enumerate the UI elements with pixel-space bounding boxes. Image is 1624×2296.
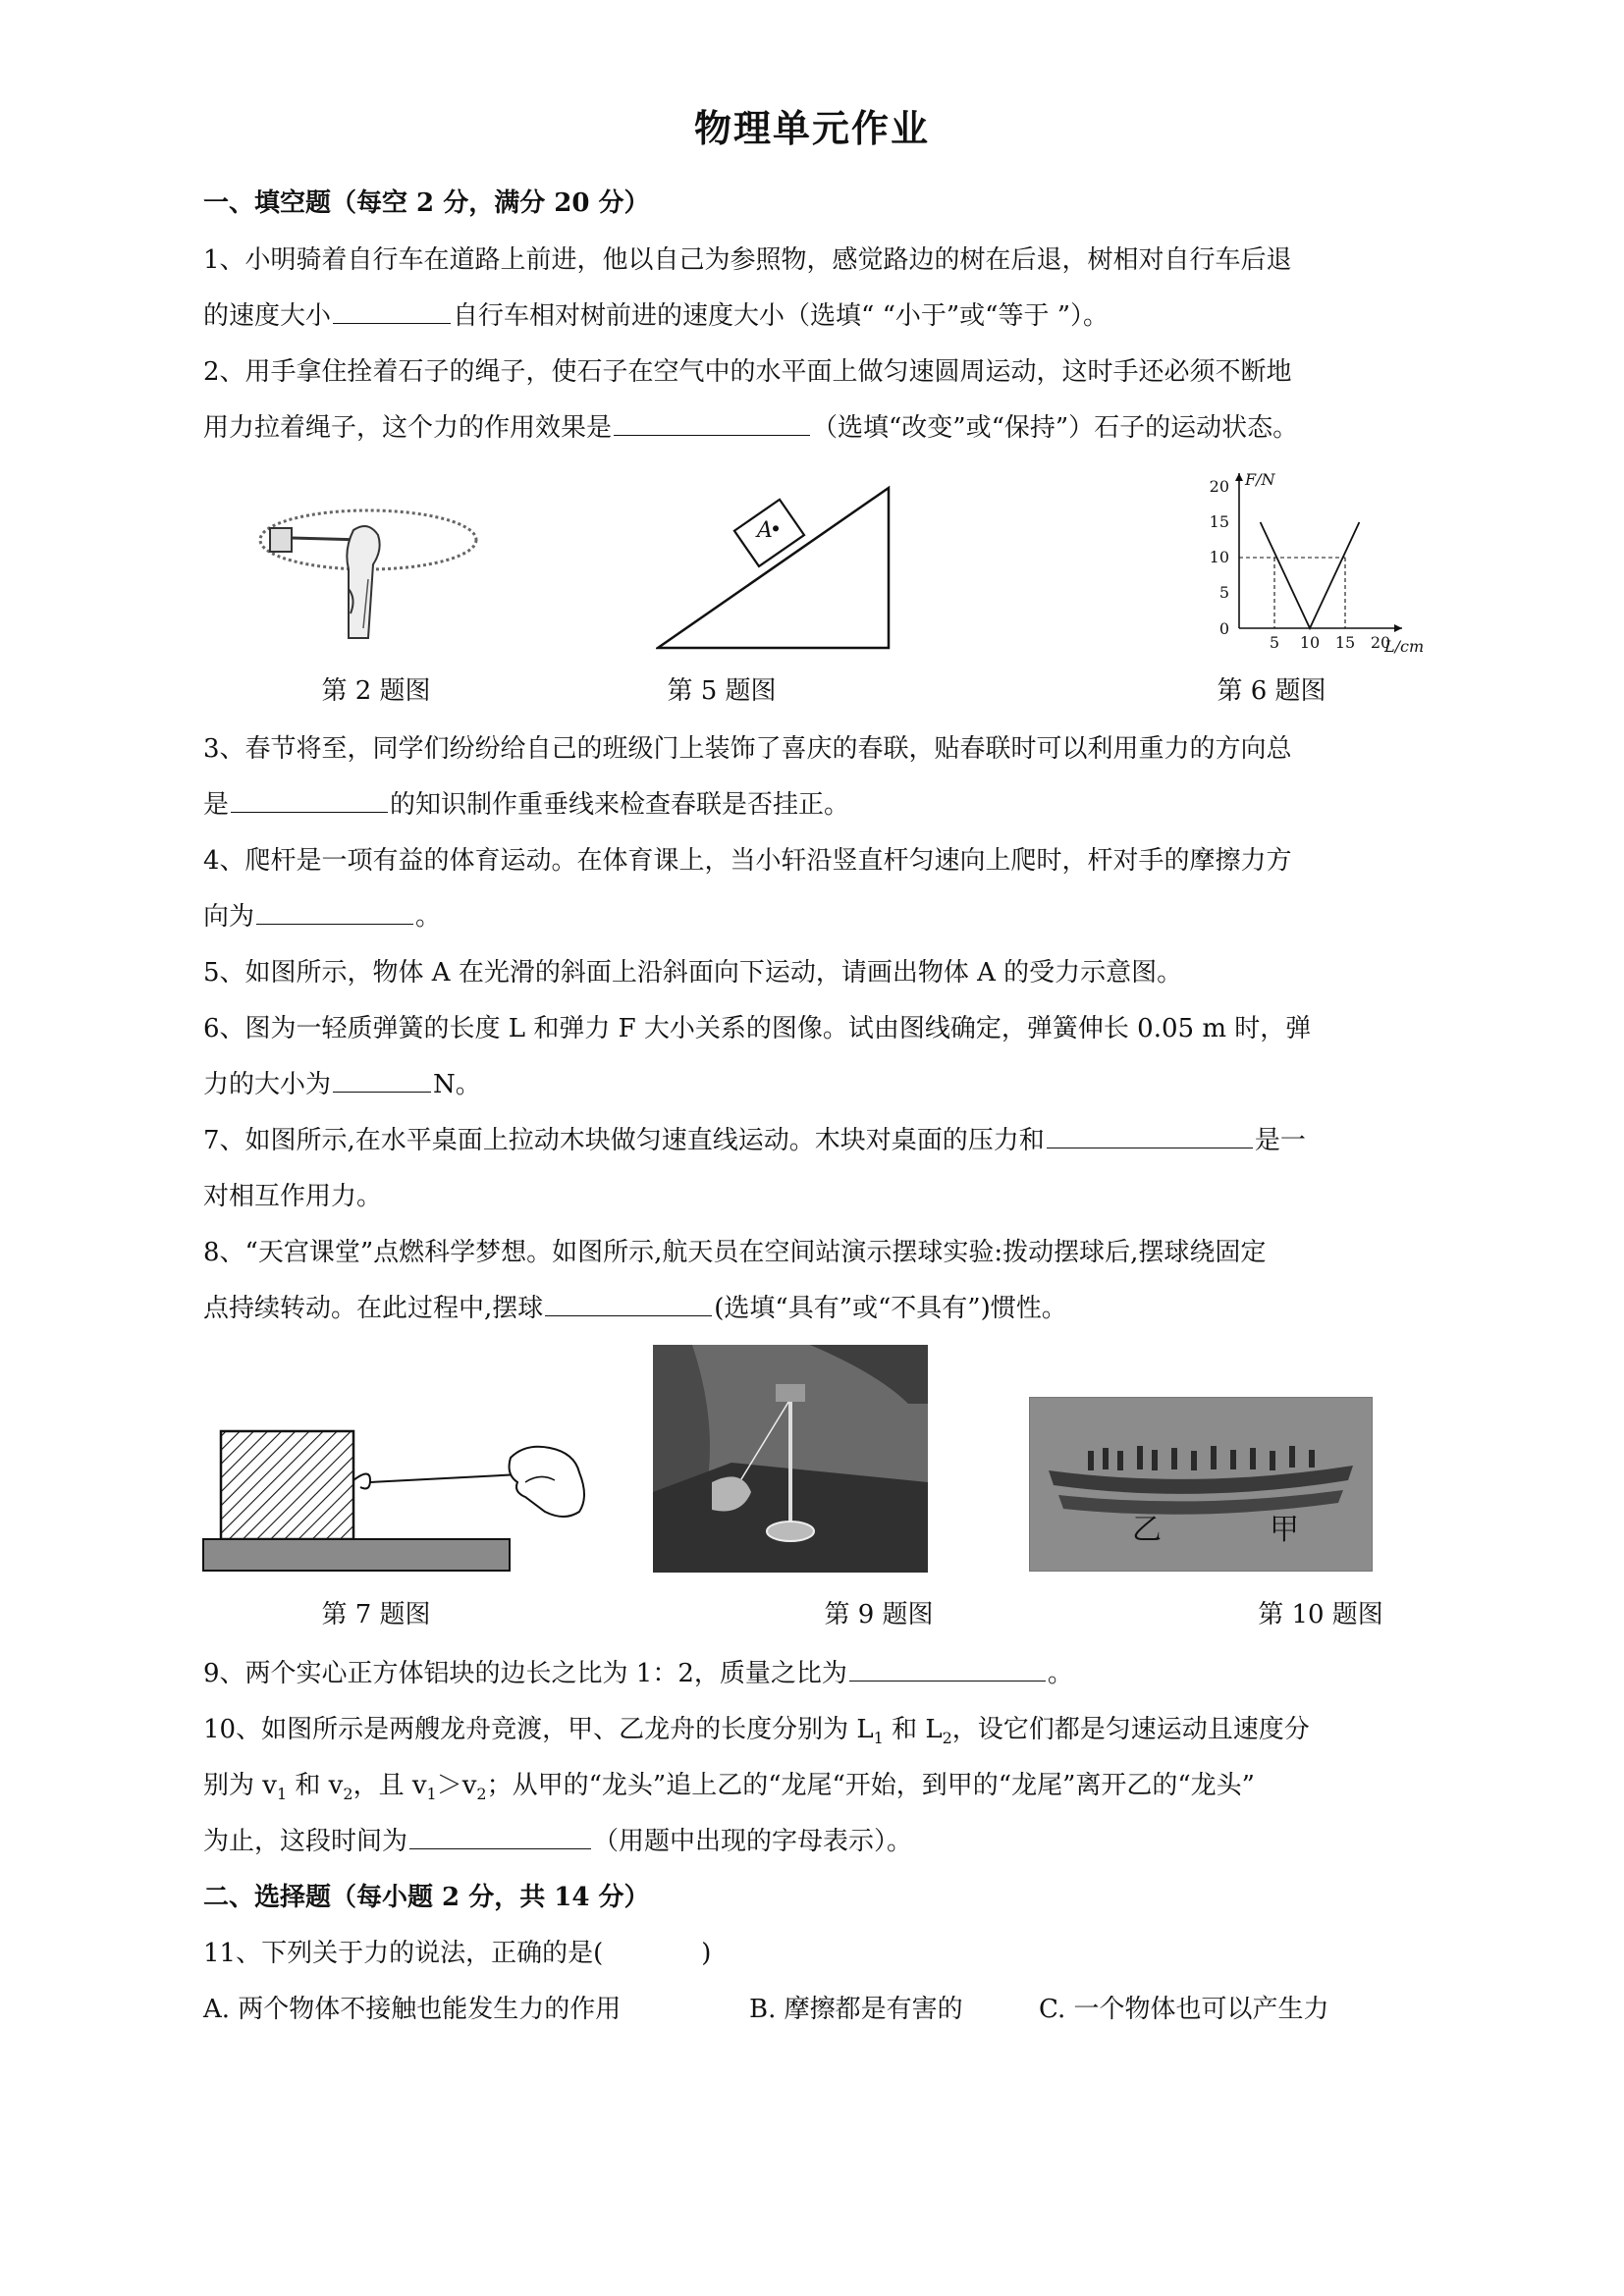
question-6-line-2: [203, 1064, 481, 1100]
x-axis-arrow-icon: [1394, 624, 1402, 632]
y-axis-label: F/N: [1245, 470, 1275, 489]
subscript-2: 2: [942, 1729, 952, 1748]
question-4-text-b: 。: [415, 902, 442, 932]
question-1-text-a: 的速度大小: [203, 301, 332, 331]
question-8-line-2: [203, 1288, 1067, 1324]
question-3-text-a: 是: [203, 790, 230, 820]
question-10-line-1: [203, 1709, 1310, 1747]
question-8-text-a: 点持续转动。在此过程中,摆球: [203, 1294, 544, 1323]
option-b[interactable]: B. 摩擦都是有害的: [749, 1995, 963, 2024]
subscript-1: 1: [873, 1729, 884, 1748]
question-1-line-1: 1、小明骑着自行车在道路上前进，他以自己为参照物，感觉路边的树在后退，树相对自行车后退: [203, 245, 1292, 275]
question-1-blank[interactable]: [333, 299, 451, 324]
question-10-text-a: 10、如图所示是两艘龙舟竞渡，甲、乙龙舟的长度分别为 L: [203, 1715, 874, 1744]
y-tick-label: 15: [1209, 512, 1229, 531]
question-10-text-c: ，设它们都是匀速运动且速度分: [951, 1715, 1310, 1744]
question-6-line-1: 6、图为一轻质弹簧的长度 L 和弹力 F 大小关系的图像。试由图线确定，弹簧伸长 0.05 m 时，弹: [203, 1014, 1312, 1043]
question-1-line-2: [203, 295, 1109, 332]
wooden-block: [221, 1431, 353, 1539]
question-2-text-a: 用力拉着绳子，这个力的作用效果是: [203, 413, 613, 443]
question-10-text-d: 别为 v: [203, 1771, 277, 1800]
section-fill-in-heading: 一、填空题（每空 2 分，满分 20 分）: [203, 188, 650, 218]
subscript-6: 2: [476, 1785, 487, 1804]
question-7-line-2: 对相互作用力。: [203, 1182, 383, 1211]
series-line: [1261, 522, 1360, 628]
question-10-text-g: ＞v: [436, 1771, 477, 1800]
question-10-text-j: （用题中出现的字母表示）。: [593, 1827, 913, 1856]
question-2-line-2: [203, 407, 1298, 444]
question-7-text-b: 是一: [1254, 1126, 1306, 1155]
question-4-text-a: 向为: [203, 902, 255, 932]
question-7-line-1: [203, 1120, 1306, 1156]
y-tick-label: 10: [1209, 548, 1229, 566]
caption-figure-10: 第 10 题图: [1258, 1600, 1383, 1629]
boat-jia-label: 甲: [1270, 1513, 1299, 1547]
question-2-blank[interactable]: [614, 411, 810, 436]
page-title: 物理单元作业: [693, 106, 930, 150]
option-a[interactable]: A. 两个物体不接触也能发生力的作用: [203, 1995, 622, 2024]
caption-figure-9: 第 9 题图: [824, 1600, 934, 1629]
subscript-4: 2: [343, 1785, 353, 1804]
question-10-blank[interactable]: [409, 1825, 591, 1849]
question-5-line-1: 5、如图所示，物体 A 在光滑的斜面上沿斜面向下运动，请画出物体 A 的受力示意图。: [203, 958, 1183, 988]
option-c[interactable]: C. 一个物体也可以产生力: [1039, 1995, 1329, 2024]
question-3-blank[interactable]: [231, 788, 388, 813]
y-tick-label: 20: [1209, 477, 1229, 496]
question-8-text-b: (选填“具有”或“不具有”)惯性。: [714, 1294, 1067, 1323]
boat-yi-label: 乙: [1132, 1513, 1162, 1547]
question-9-line-1: [203, 1653, 1073, 1689]
question-8-line-1: 8、“天宫课堂”点燃科学梦想。如图所示,航天员在空间站演示摆球实验:拨动摆球后,摆球绕固定: [203, 1238, 1267, 1267]
question-3-text-b: 的知识制作重垂线来检查春联是否挂正。: [390, 790, 850, 820]
question-3-line-2: [203, 784, 849, 821]
question-10-text-h: ；从甲的“龙头”追上乙的“龙尾“开始，到甲的“龙尾”离开乙的“龙头”: [486, 1771, 1255, 1800]
graph-area: [1210, 470, 1425, 656]
question-2-line-1: 2、用手拿住拴着石子的绳子，使石子在空气中的水平面上做匀速圆周运动，这时手还必须不断地: [203, 357, 1292, 387]
question-10-text-b: 和 L: [883, 1715, 943, 1744]
x-tick-label: 15: [1334, 633, 1356, 652]
figure-7-block-table: [201, 1414, 594, 1575]
question-10-line-2: [203, 1765, 1255, 1803]
caption-figure-6: 第 6 题图: [1217, 676, 1326, 706]
origin-label: 0: [1218, 619, 1229, 638]
question-3-line-1: 3、春节将至，同学们纷纷给自己的班级门上装饰了喜庆的春联，贴春联时可以利用重力的方向总: [203, 734, 1292, 764]
question-9-blank[interactable]: [849, 1657, 1046, 1682]
question-11-stem: [203, 1933, 711, 1969]
block-a-label: A: [757, 518, 773, 543]
question-6-text-a: 力的大小为: [203, 1070, 332, 1099]
table-surface: [203, 1539, 510, 1571]
question-6-blank[interactable]: [333, 1068, 431, 1093]
question-7-text-a: 7、如图所示,在水平桌面上拉动木块做匀速直线运动。木块对桌面的压力和: [203, 1126, 1045, 1155]
section-choice-heading: 二、选择题（每小题 2 分，共 14 分）: [203, 1883, 650, 1912]
question-9-text-a: 9、两个实心正方体铝块的边长之比为 1：2，质量之比为: [203, 1659, 847, 1688]
caption-figure-2: 第 2 题图: [321, 676, 431, 706]
question-10-text-i: 为止，这段时间为: [203, 1827, 408, 1856]
figure-9-pendulum-photo: [653, 1345, 928, 1573]
caption-figure-7: 第 7 题图: [321, 1600, 431, 1629]
x-tick-label: 5: [1269, 633, 1280, 652]
question-1-text-b: 自行车相对树前进的速度大小（选填“ “小于”或“等于 ”）。: [453, 301, 1110, 331]
question-10-text-e: 和 v: [287, 1771, 344, 1800]
question-8-blank[interactable]: [545, 1292, 712, 1316]
question-4-line-2: [203, 896, 441, 933]
y-tick-label: 5: [1218, 583, 1229, 602]
question-4-line-1: 4、爬杆是一项有益的体育运动。在体育课上，当小轩沿竖直杆匀速向上爬时，杆对手的摩擦力方: [203, 846, 1292, 876]
figure-6-spring-graph: [1198, 461, 1443, 658]
stone-icon: [270, 528, 292, 552]
question-11-paren: ): [701, 1939, 712, 1968]
question-4-blank[interactable]: [256, 900, 413, 925]
figure-5-incline: [656, 485, 892, 652]
figure-2-hand-stone: [250, 491, 486, 658]
x-tick-label: 10: [1299, 633, 1321, 652]
caption-figure-5: 第 5 题图: [667, 676, 777, 706]
question-9-text-b: 。: [1047, 1659, 1073, 1688]
x-axis-label: L/cm: [1384, 637, 1425, 656]
y-axis-arrow-icon: [1235, 473, 1243, 481]
pulling-hand-icon: [510, 1447, 584, 1517]
subscript-5: 1: [426, 1785, 437, 1804]
question-11-text: 11、下列关于力的说法，正确的是(: [203, 1939, 604, 1968]
question-10-line-3: [203, 1821, 912, 1857]
question-7-blank[interactable]: [1047, 1124, 1253, 1148]
subscript-3: 1: [276, 1785, 288, 1804]
question-10-text-f: ，且 v: [352, 1771, 427, 1800]
question-6-text-b: N。: [433, 1070, 481, 1099]
figure-10-dragon-boats-photo: [1029, 1397, 1373, 1572]
x-tick-label: 20: [1370, 633, 1391, 652]
question-2-text-b: （选填“改变”或“保持”）石子的运动状态。: [812, 413, 1299, 443]
